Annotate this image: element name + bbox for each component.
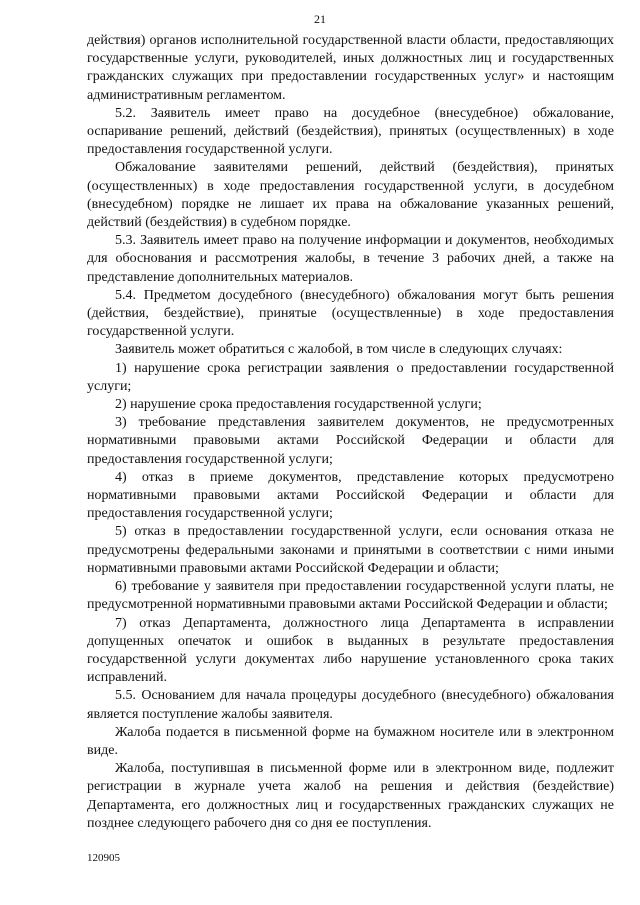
page-number: 21: [314, 12, 326, 26]
list-item-1: 1) нарушение срока регистрации заявления о предоставлении государственной услуги;: [87, 360, 614, 394]
paragraph-appeal-note: Обжалование заявителями решений, действий (бездействия), принятых (осуществленных) в ходе предоставления государственной услуги, в досудебном (внесудебном) порядке не лишает их права на обжалование указанных решений, действий (бездействия) в судебном порядке.: [87, 160, 614, 231]
body-text: [87, 32, 614, 833]
list-item-2: 2) нарушение срока предоставления государственной услуги;: [115, 397, 482, 413]
paragraph-continuation: действия) органов исполнительной государственной власти области, предоставляющих государственные услуги, руководителей, иных должностных лиц и государственных гражданских служащих при предоставлении государственных услуг» и настоящим административным регламентом.: [87, 33, 614, 103]
paragraph-cases-intro: Заявитель может обратиться с жалобой, в том числе в следующих случаях:: [115, 342, 563, 358]
paragraph-5-2: 5.2. Заявитель имеет право на досудебное (внесудебное) обжалование, оспаривание решений, действий (бездействия), принятых (осуществленных) в ходе предоставления государственной услуги.: [87, 105, 614, 158]
paragraph-5-3: 5.3. Заявитель имеет право на получение информации и документов, необходимых для обоснования и рассмотрения жалобы, в течение 3 рабочих дней, а также на представление дополнительных материалов.: [87, 233, 614, 285]
footer-code: 120905: [87, 852, 120, 864]
paragraph-complaint-registration: Жалоба, поступившая в письменной форме или в электронном виде, подлежит регистрации в журнале учета жалоб на решения и действия (бездействие) Департамента, его должностных лиц и государственных гражданских служащих не позднее следующего рабочего дня со дня ее поступления.: [87, 761, 614, 831]
list-item-5: 5) отказ в предоставлении государственной услуги, если основания отказа не предусмотрены федеральными законами и принятыми в соответствии с ними иными нормативными правовыми актами Российской Федерации и области;: [87, 524, 614, 576]
list-item-7: 7) отказ Департамента, должностного лица Департамента в исправлении допущенных опечаток и ошибок в выданных в результате предоставления государственной услуги документах либо нарушение установленного срока таких исправлений.: [87, 615, 614, 686]
list-item-4: 4) отказ в приеме документов, представление которых предусмотрено нормативными правовыми актами Российской Федерации и области для предоставления государственной услуги;: [87, 469, 614, 522]
paragraph-5-5: 5.5. Основанием для начала процедуры досудебного (внесудебного) обжалования является поступление жалобы заявителя.: [87, 688, 614, 722]
list-item-6: 6) требование у заявителя при предоставлении государственной услуги платы, не предусмотренной нормативными правовыми актами Российской Федерации и области;: [87, 579, 614, 613]
list-item-3: 3) требование представления заявителем документов, не предусмотренных нормативными правовыми актами Российской Федерации и области для предоставления государственной услуги;: [87, 415, 614, 467]
paragraph-complaint-form: Жалоба подается в письменной форме на бумажном носителе или в электронном виде.: [87, 724, 614, 758]
paragraph-5-4: 5.4. Предметом досудебного (внесудебного) обжалования могут быть решения (действия, бездействие), принятые (осуществленные) в ходе предоставления государственной услуги.: [87, 287, 614, 340]
